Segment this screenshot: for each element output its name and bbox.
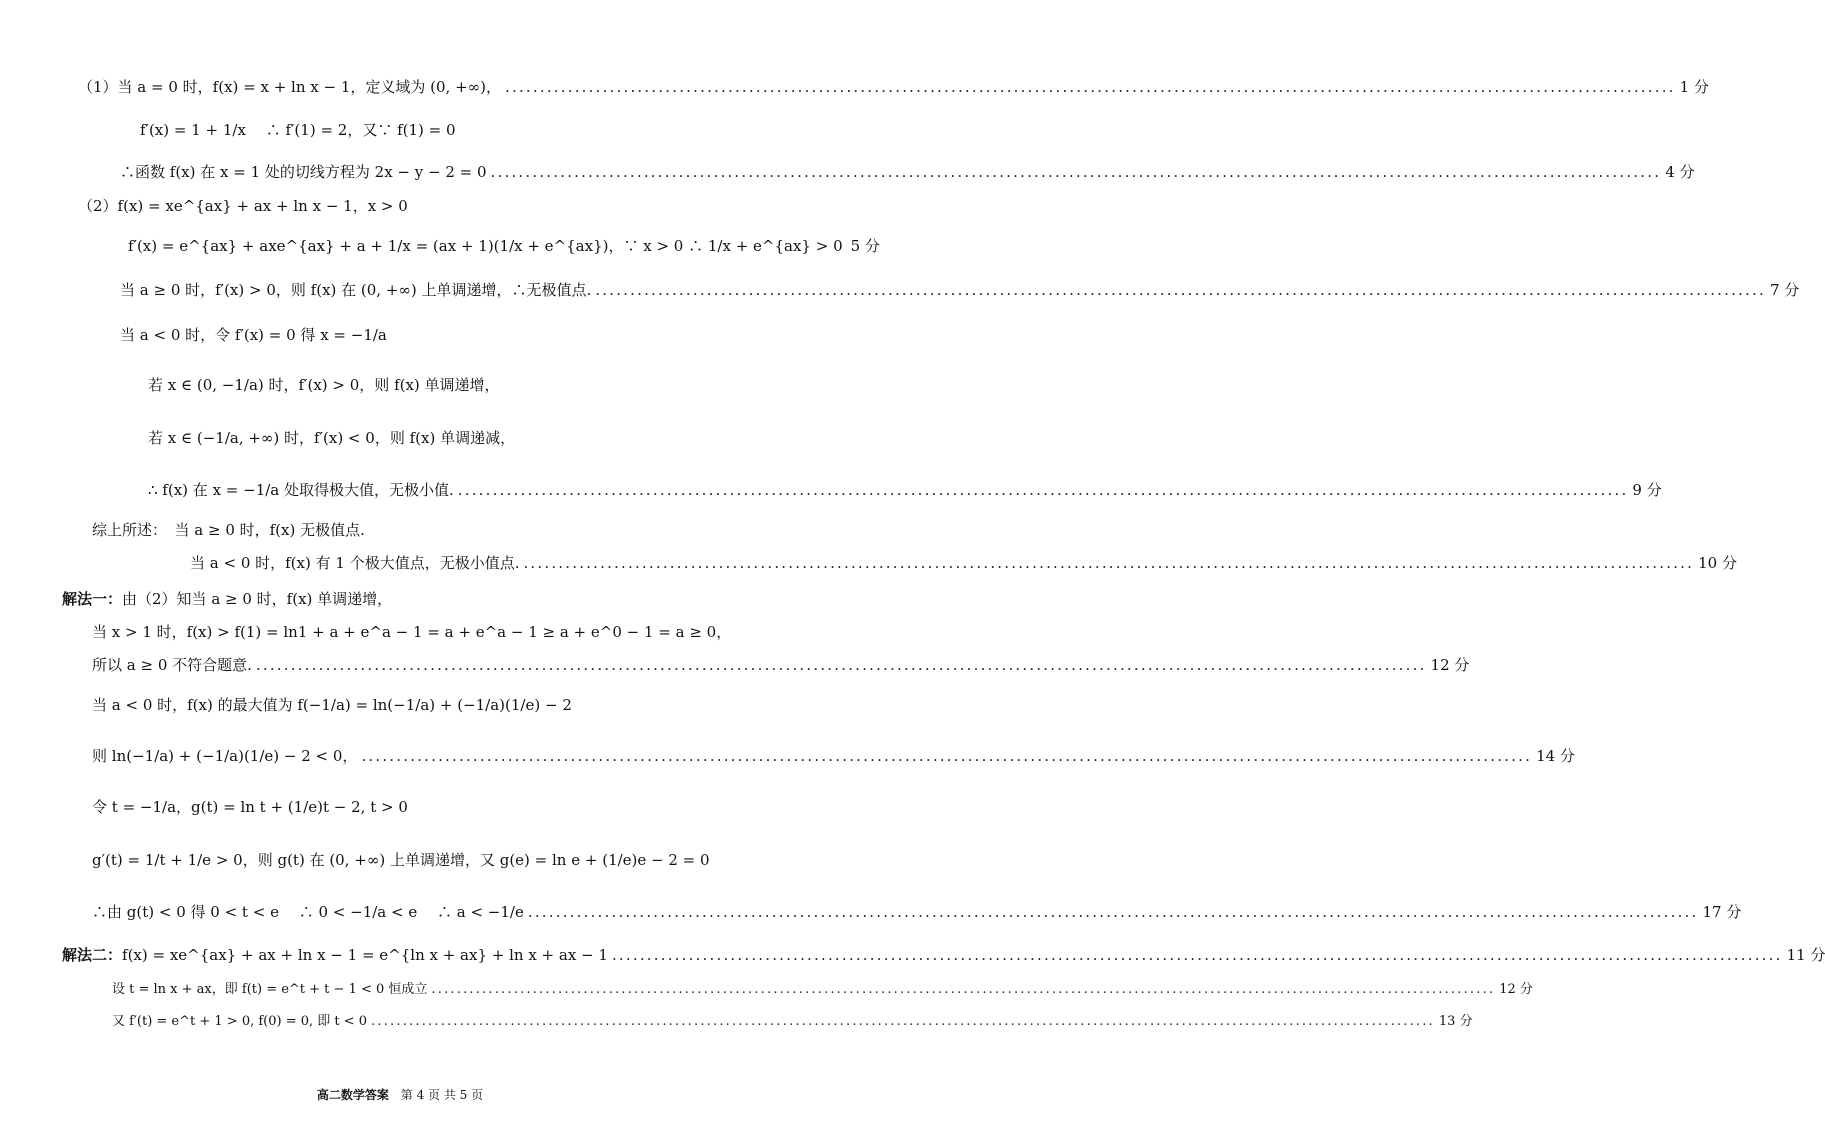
score-label: 12 分 xyxy=(1499,982,1533,997)
line-text: 当 a < 0 时，f(x) 的最大值为 f(−1/a) = ln(−1/a) + (−1/a)(1/e) − 2 xyxy=(92,696,572,714)
solution-line xyxy=(92,520,365,540)
footer-title: 高二数学答案 xyxy=(316,1088,389,1102)
line-text: ∴ f(x) 在 x = −1/a 处取得极大值，无极小值. xyxy=(148,481,454,499)
page-footer xyxy=(0,1086,800,1103)
line-text: 综上所述： 当 a ≥ 0 时，f(x) 无极值点. xyxy=(92,521,365,539)
leader-dots xyxy=(505,77,1676,97)
method-label: 解法二： xyxy=(62,946,123,964)
line-text: 若 x ∈ (−1/a, +∞) 时，f′(x) < 0，则 f(x) 单调递减， xyxy=(148,429,516,447)
solution-line xyxy=(128,236,880,256)
line-text: f(x) = xe^{ax} + ax + ln x − 1 = e^{ln x + ax} + ln x + ax − 1 xyxy=(122,946,608,964)
solution-line xyxy=(78,77,1709,97)
leader-dots xyxy=(256,655,1427,675)
score-label: 9 分 xyxy=(1632,481,1662,499)
leader-dots xyxy=(361,746,1532,766)
score-label: 1 分 xyxy=(1679,78,1709,96)
solution-line xyxy=(92,695,572,715)
line-text: （2）f(x) = xe^{ax} + ax + ln x − 1，x > 0 xyxy=(78,197,408,215)
score-label: 14 分 xyxy=(1536,747,1575,765)
footer-page-info: 第 4 页 共 5 页 xyxy=(400,1088,484,1102)
line-text: 则 ln(−1/a) + (−1/a)(1/e) − 2 < 0， xyxy=(92,747,358,765)
line-text: ∴函数 f(x) 在 x = 1 处的切线方程为 2x − y − 2 = 0 xyxy=(120,163,487,181)
solution-line xyxy=(92,746,1575,766)
method-label: 解法一： xyxy=(62,590,123,608)
line-text: 由（2）知当 a ≥ 0 时，f(x) 单调递增， xyxy=(122,590,393,608)
line-text: 若 x ∈ (0, −1/a) 时，f′(x) > 0，则 f(x) 单调递增， xyxy=(148,376,500,394)
line-text: 又 f′(t) = e^t + 1 > 0, f(0) = 0, 即 t < 0 xyxy=(112,1014,368,1029)
line-text: f′(x) = e^{ax} + axe^{ax} + a + 1/x = (ax + 1)(1/x + e^{ax})，∵ x > 0 ∴ 1/x + e^{ax} > 0 xyxy=(128,237,843,255)
solution-line xyxy=(120,325,387,345)
leader-dots xyxy=(431,980,1495,1000)
score-label: 11 分 xyxy=(1786,946,1825,964)
score-label: 17 分 xyxy=(1702,903,1742,921)
line-text: 当 a < 0 时，f(x) 有 1 个极大值点，无极小值点. xyxy=(190,554,520,572)
leader-dots xyxy=(595,280,1766,300)
solution-line xyxy=(190,553,1737,573)
line-text: f′(x) = 1 + 1/x ∴ f′(1) = 2，又∵ f(1) = 0 xyxy=(140,121,456,139)
score-label: 12 分 xyxy=(1430,656,1470,674)
solution-line xyxy=(92,622,731,642)
leader-dots xyxy=(612,945,1783,965)
solution-line xyxy=(148,480,1662,500)
solution-line xyxy=(62,945,1825,965)
line-text: 所以 a ≥ 0 不符合题意. xyxy=(92,656,252,674)
line-text: （1）当 a = 0 时，f(x) = x + ln x − 1，定义域为 (0, +∞)， xyxy=(78,78,502,96)
leader-dots xyxy=(458,480,1629,500)
line-text: 令 t = −1/a，g(t) = ln t + (1/e)t − 2, t > 0 xyxy=(92,798,408,816)
solution-line xyxy=(92,655,1470,675)
solution-line xyxy=(78,196,408,216)
leader-dots xyxy=(371,1012,1435,1032)
solution-line xyxy=(120,280,1800,300)
score-label: 7 分 xyxy=(1769,281,1800,299)
score-label: 10 分 xyxy=(1698,554,1737,572)
line-text: 设 t = ln x + ax，即 f(t) = e^t + t − 1 < 0 恒成立 xyxy=(112,982,428,997)
leader-dots xyxy=(491,162,1662,182)
solution-line xyxy=(148,375,500,395)
leader-dots xyxy=(528,902,1699,922)
solution-line xyxy=(112,980,1533,1000)
line-text: 当 a ≥ 0 时，f′(x) > 0，则 f(x) 在 (0, +∞) 上单调递增，∴无极值点. xyxy=(120,281,592,299)
line-text: 当 x > 1 时，f(x) > f(1) = ln1 + a + e^a − 1 = a + e^a − 1 ≥ a + e^0 − 1 = a ≥ 0， xyxy=(92,623,732,641)
solution-line xyxy=(62,589,392,609)
solution-line xyxy=(92,850,710,870)
solution-line xyxy=(112,1012,1473,1032)
line-text: ∴由 g(t) < 0 得 0 < t < e ∴ 0 < −1/a < e ∴ a < −1/e xyxy=(92,903,524,921)
solution-line xyxy=(120,162,1695,182)
leader-dots xyxy=(523,553,1694,573)
score-label: 13 分 xyxy=(1438,1014,1473,1029)
solution-line xyxy=(92,797,408,817)
solution-line xyxy=(92,902,1742,922)
solution-line xyxy=(140,120,456,140)
solution-line xyxy=(148,428,515,448)
score-label: 4 分 xyxy=(1665,163,1695,181)
line-text: g′(t) = 1/t + 1/e > 0，则 g(t) 在 (0, +∞) 上单调递增，又 g(e) = ln e + (1/e)e − 2 = 0 xyxy=(92,851,710,869)
score-label: 5 分 xyxy=(850,237,880,255)
line-text: 当 a < 0 时，令 f′(x) = 0 得 x = −1/a xyxy=(120,326,387,344)
